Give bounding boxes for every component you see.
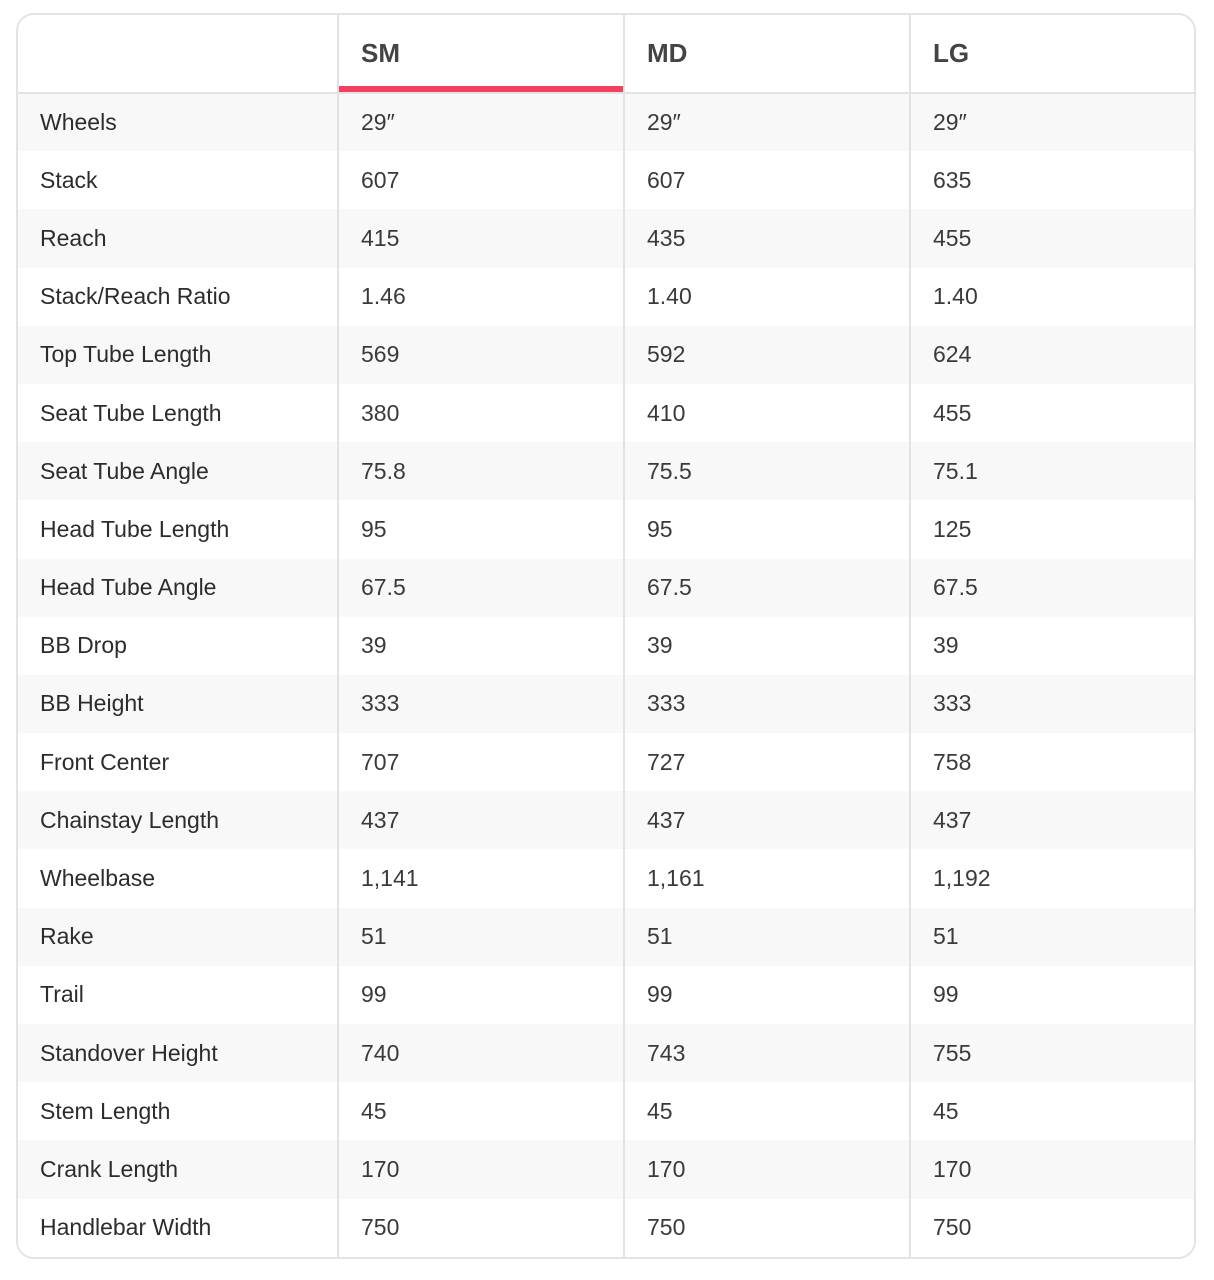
row-value: 624 xyxy=(910,326,1194,384)
row-label: Stem Length xyxy=(40,1097,171,1124)
row-value: 51 xyxy=(624,908,910,966)
row-value: 45 xyxy=(338,1082,624,1140)
row-label: Head Tube Angle xyxy=(40,574,217,601)
row-value: 740 xyxy=(338,1024,624,1082)
row-label: Stack/Reach Ratio xyxy=(40,283,231,310)
row-value: 569 xyxy=(338,326,624,384)
header-row xyxy=(18,15,1194,93)
row-value: 758 xyxy=(910,733,1194,791)
row-value: 1.46 xyxy=(338,268,624,326)
row-value: 45 xyxy=(624,1082,910,1140)
row-value: 1,161 xyxy=(624,849,910,907)
row-label: Wheelbase xyxy=(40,865,156,892)
row-value: 380 xyxy=(338,384,624,442)
row-value: 67.5 xyxy=(624,559,910,617)
row-value: 29″ xyxy=(910,93,1194,151)
row-value: 95 xyxy=(624,500,910,558)
geometry-table-card xyxy=(16,13,1196,1259)
row-value: 455 xyxy=(910,209,1194,267)
row-value: 743 xyxy=(624,1024,910,1082)
row-value: 727 xyxy=(624,733,910,791)
row-value: 99 xyxy=(624,966,910,1024)
row-value: 333 xyxy=(624,675,910,733)
row-value: 333 xyxy=(910,675,1194,733)
row-value: 410 xyxy=(624,384,910,442)
table-row xyxy=(18,1199,1194,1257)
table-row xyxy=(18,908,1194,966)
row-value: 755 xyxy=(910,1024,1194,1082)
table-row xyxy=(18,209,1194,267)
row-value: 415 xyxy=(338,209,624,267)
row-label: Standover Height xyxy=(40,1039,218,1066)
header-corner xyxy=(18,15,338,93)
row-value: 67.5 xyxy=(338,559,624,617)
row-value: 125 xyxy=(910,500,1194,558)
row-label: Trail xyxy=(40,981,84,1008)
row-value: 1.40 xyxy=(910,268,1194,326)
row-label: Rake xyxy=(40,923,94,950)
row-label: Crank Length xyxy=(40,1155,179,1182)
row-value: 67.5 xyxy=(910,559,1194,617)
geometry-table xyxy=(18,15,1194,1257)
row-label: Stack xyxy=(40,166,98,193)
row-label: Top Tube Length xyxy=(40,341,212,368)
row-value: 750 xyxy=(624,1199,910,1257)
row-label: Wheels xyxy=(40,109,117,136)
row-value: 435 xyxy=(624,209,910,267)
row-value: 437 xyxy=(910,791,1194,849)
row-label: Handlebar Width xyxy=(40,1214,212,1241)
row-value: 39 xyxy=(624,617,910,675)
row-value: 170 xyxy=(624,1140,910,1198)
row-value: 437 xyxy=(624,791,910,849)
row-label: Seat Tube Angle xyxy=(40,457,209,484)
table-row xyxy=(18,791,1194,849)
row-value: 170 xyxy=(338,1140,624,1198)
table-row xyxy=(18,1024,1194,1082)
table-row xyxy=(18,151,1194,209)
table-row xyxy=(18,326,1194,384)
row-value: 333 xyxy=(338,675,624,733)
table-body xyxy=(18,93,1194,1257)
row-label: Chainstay Length xyxy=(40,806,220,833)
row-value: 29″ xyxy=(338,93,624,151)
row-value: 707 xyxy=(338,733,624,791)
table-row xyxy=(18,849,1194,907)
table-row xyxy=(18,442,1194,500)
table-row xyxy=(18,500,1194,558)
row-value: 750 xyxy=(910,1199,1194,1257)
row-value: 607 xyxy=(338,151,624,209)
row-value: 99 xyxy=(338,966,624,1024)
row-value: 39 xyxy=(910,617,1194,675)
row-value: 455 xyxy=(910,384,1194,442)
row-value: 1,192 xyxy=(910,849,1194,907)
row-value: 1.40 xyxy=(624,268,910,326)
row-value: 592 xyxy=(624,326,910,384)
row-label: Seat Tube Length xyxy=(40,399,222,426)
row-value: 51 xyxy=(910,908,1194,966)
table-row xyxy=(18,617,1194,675)
row-value: 95 xyxy=(338,500,624,558)
row-value: 750 xyxy=(338,1199,624,1257)
row-value: 45 xyxy=(910,1082,1194,1140)
size-tab-lg[interactable]: LG xyxy=(910,15,1194,93)
row-label: BB Drop xyxy=(40,632,127,659)
table-row xyxy=(18,384,1194,442)
row-value: 29″ xyxy=(624,93,910,151)
row-value: 51 xyxy=(338,908,624,966)
table-row xyxy=(18,966,1194,1024)
table-row xyxy=(18,1140,1194,1198)
row-value: 170 xyxy=(910,1140,1194,1198)
row-value: 75.1 xyxy=(910,442,1194,500)
size-tab-sm[interactable]: SM xyxy=(338,15,624,93)
table-row xyxy=(18,268,1194,326)
size-tab-md[interactable]: MD xyxy=(624,15,910,93)
table-row xyxy=(18,733,1194,791)
row-label: Reach xyxy=(40,224,107,251)
row-value: 75.5 xyxy=(624,442,910,500)
row-value: 635 xyxy=(910,151,1194,209)
table-row xyxy=(18,559,1194,617)
row-value: 75.8 xyxy=(338,442,624,500)
row-label: Head Tube Length xyxy=(40,515,230,542)
row-value: 607 xyxy=(624,151,910,209)
row-value: 437 xyxy=(338,791,624,849)
row-label: BB Height xyxy=(40,690,144,717)
row-value: 1,141 xyxy=(338,849,624,907)
row-value: 99 xyxy=(910,966,1194,1024)
table-row xyxy=(18,1082,1194,1140)
row-value: 39 xyxy=(338,617,624,675)
row-label: Front Center xyxy=(40,748,170,775)
table-row xyxy=(18,675,1194,733)
table-row xyxy=(18,93,1194,151)
